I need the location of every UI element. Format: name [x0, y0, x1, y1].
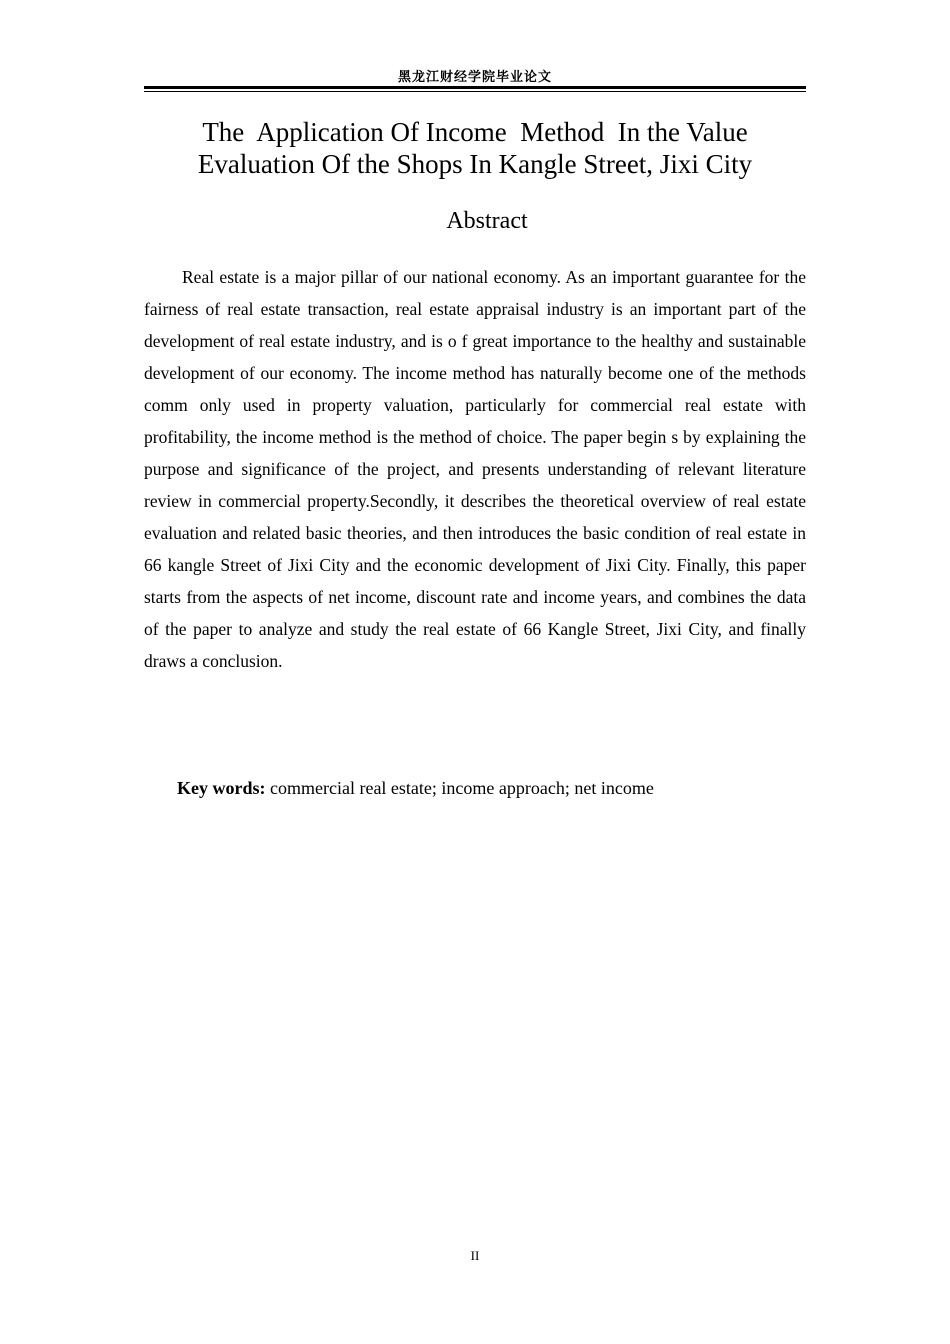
abstract-body: Real estate is a major pillar of our national economy. As an important guarantee for the fairness of real estate transaction, real estate appraisal industry is an important part of the development of real estate industry, and is o f great importance to the healthy and sustainable development of our economy. The income method has naturally become one of the methods comm only used in property valuation, particularly for commercial real estate with profitability, the income method is the method of choice. The paper begin s by explaining the purpose and significance of the project, and presents understanding of relevant literature review in commercial property.Secondly, it describes the theoretical overview of real estate evaluation and related basic theories, and then introduces the basic condition of real estate in 66 kangle Street of Jixi City and the economic development of Jixi City. Finally, this paper starts from the aspects of net income, discount rate and income years, and combines the data of the paper to analyze and study the real estate of 66 Kangle Street, Jixi City, and finally draws a conclusion. — [144, 267, 806, 671]
keywords-value: commercial real estate; income approach; net income — [265, 778, 654, 798]
paper-title-line-1: The Application Of Income Method In the Value — [202, 117, 748, 147]
keywords-line — [177, 774, 806, 802]
header-rule-thin — [144, 91, 806, 92]
running-header: 黑龙江财经学院毕业论文 — [397, 70, 552, 85]
page-number: II — [470, 1248, 480, 1263]
header-rule-thick — [144, 86, 806, 89]
paper-title-line-2: Evaluation Of the Shops In Kangle Street, Jixi City — [197, 149, 753, 179]
abstract-heading: Abstract — [446, 208, 528, 234]
paper-title — [144, 116, 806, 180]
keywords-label: Key words: — [177, 778, 266, 798]
